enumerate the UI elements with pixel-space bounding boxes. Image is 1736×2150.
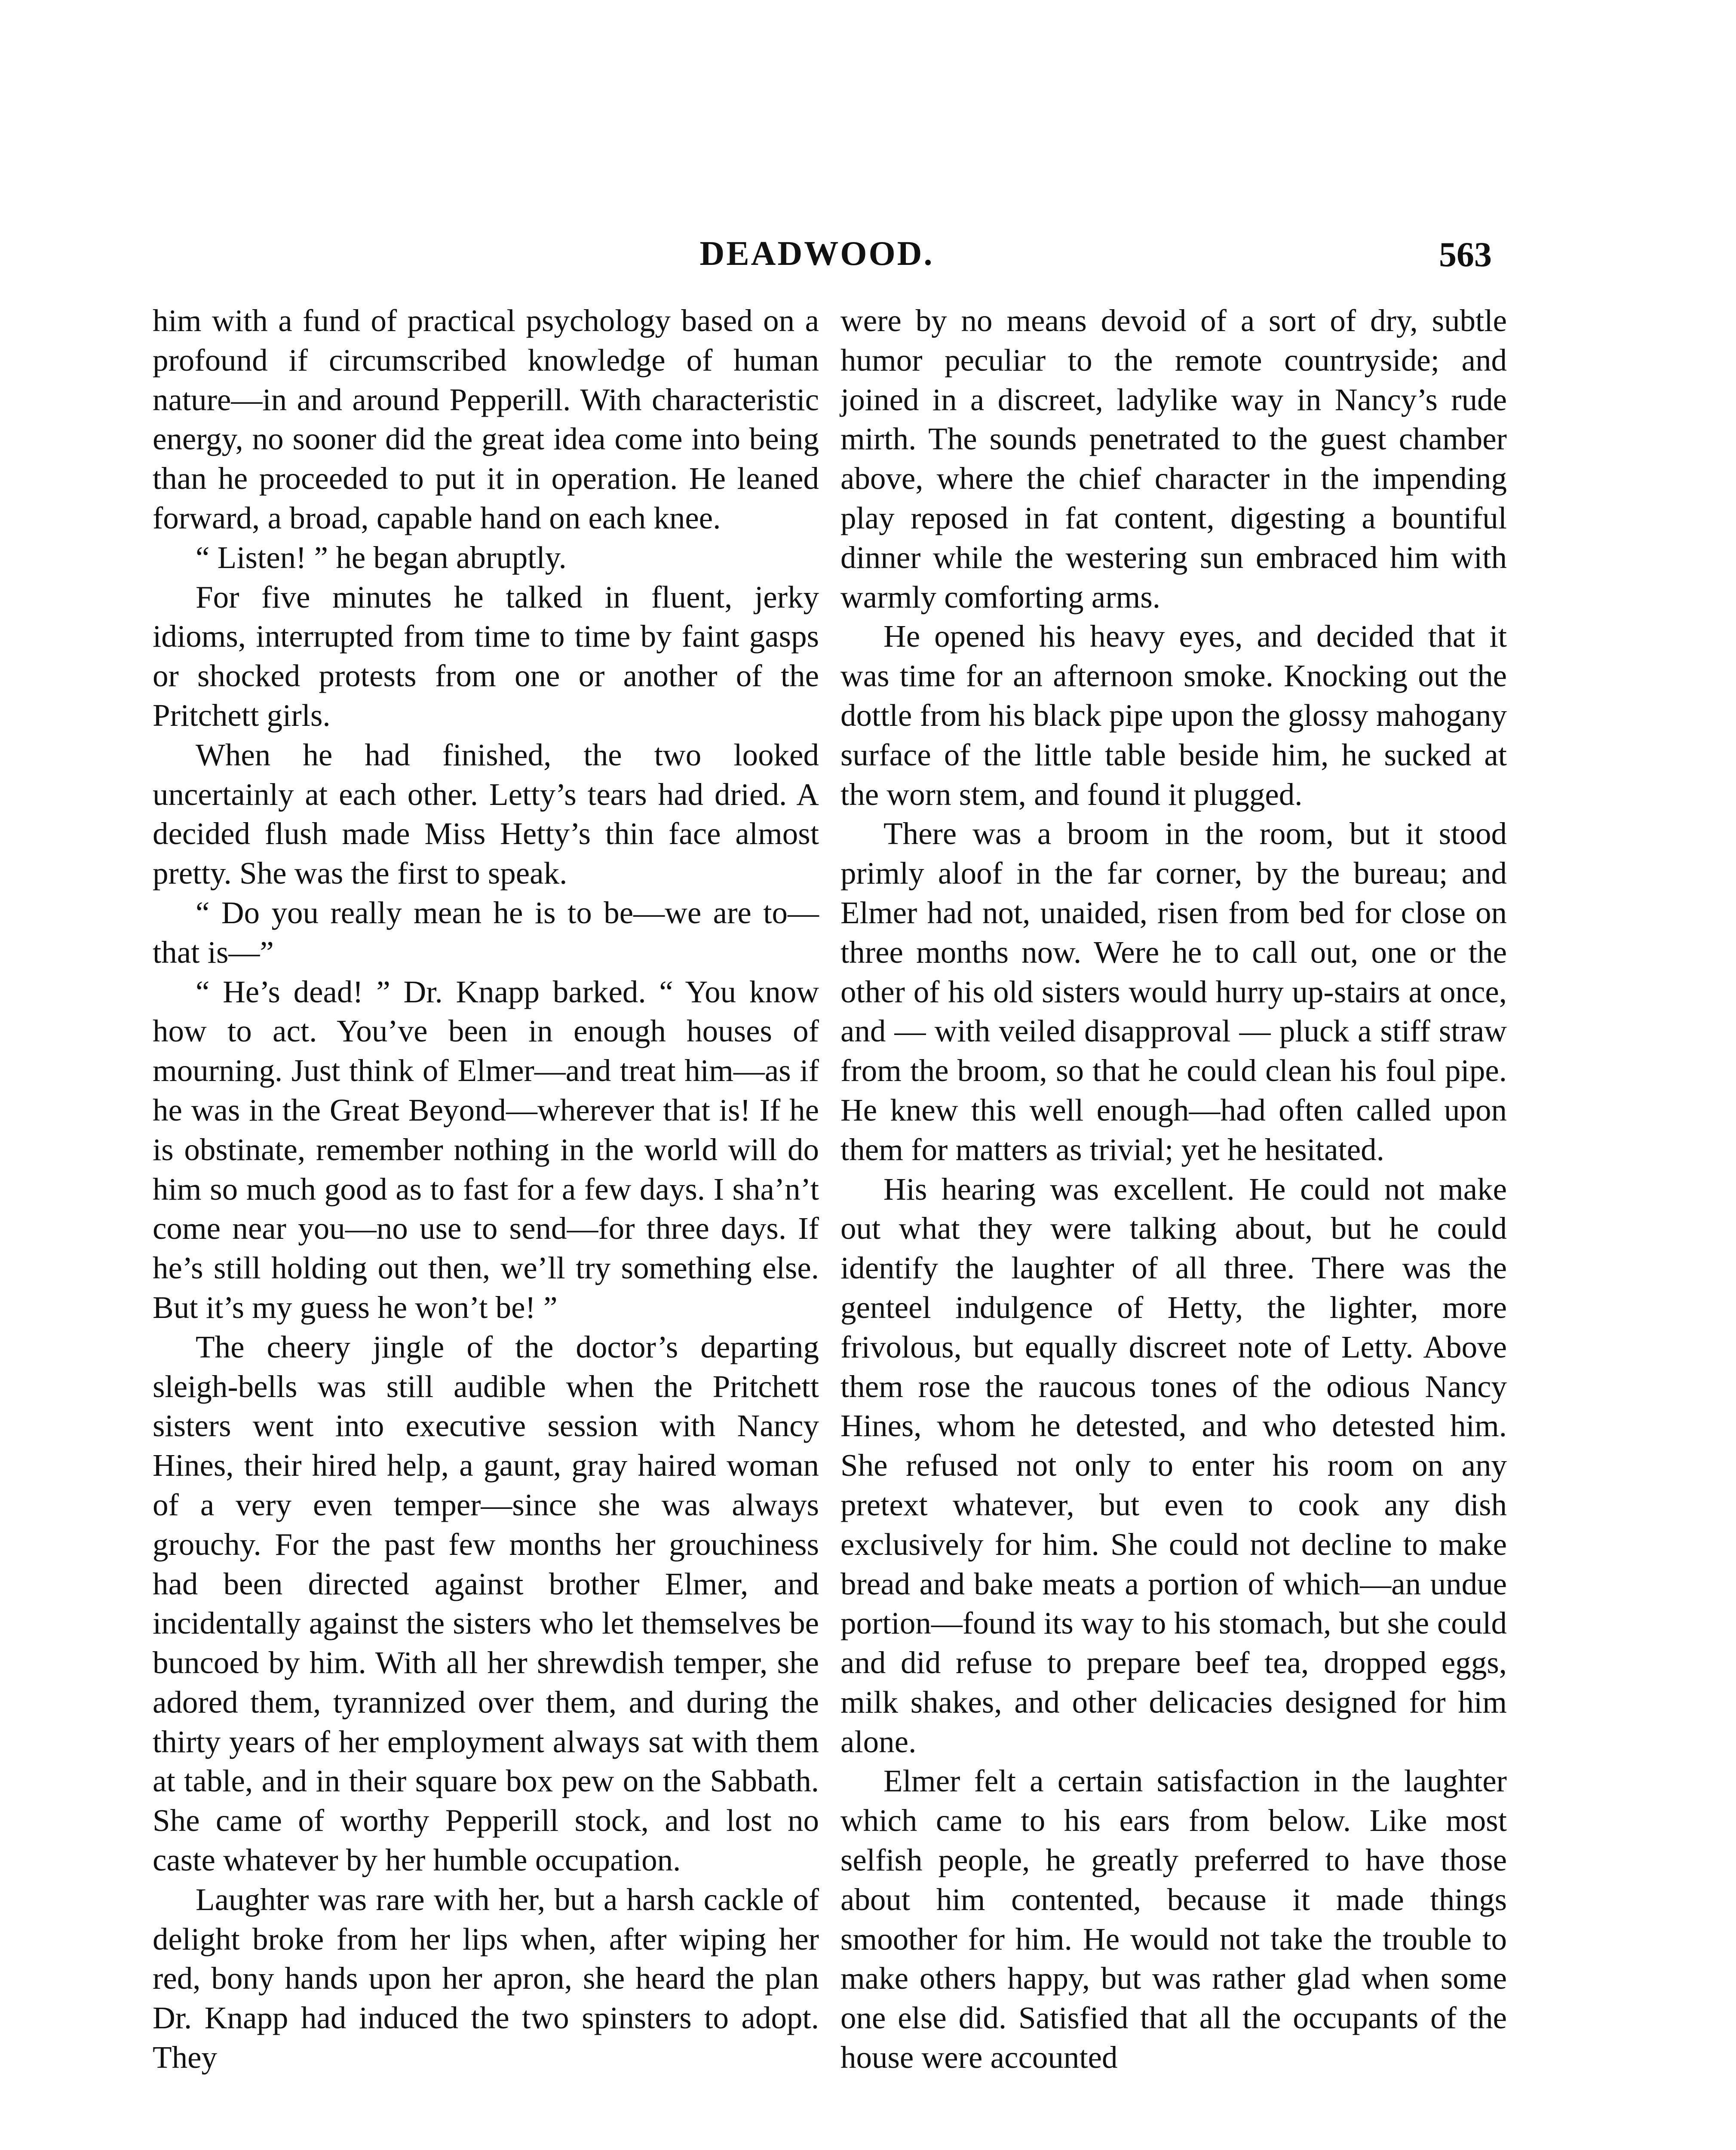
paragraph: “ He’s dead! ” Dr. Knapp barked. “ You know how to act. You’ve been in enough houses of mourning. Just think of Elmer—and treat him—as if he was in the Great Beyond—wherever that is! If he is obstinate, remember nothing in the world will do him so much good as to fast for a few days. I sha’n’t come near you—no use to send—for three days. If he’s still holding out then, we’ll try something else. But it’s my guess he won’t be! ” bbox=[153, 974, 819, 1325]
page-number: 563 bbox=[1439, 235, 1492, 274]
paragraph: him with a fund of practical psychology based on a profound if circumscribed knowledge of human nature—in and around Pepperill. With characteristic energy, no sooner did the great idea come into being than he proceeded to put it in operation. He leaned forward, a broad, capable hand on each knee. bbox=[153, 303, 819, 535]
paragraph: There was a broom in the room, but it stood primly aloof in the far corner, by the bureau; and Elmer had not, unaided, risen from bed for close on three months now. Were he to call out, one or the other of his old sisters would hurry up-stairs at once, and — with veiled disapproval — pluck a stiff straw from the broom, so that he could clean his foul pipe. He knew this well enough—had often called upon them for matters as trivial; yet he hesitated. bbox=[840, 816, 1507, 1167]
paragraph: For five minutes he talked in fluent, jerky idioms, interrupted from time to time by faint gasps or shocked protests from one or another of the Pritchett girls. bbox=[153, 579, 819, 733]
paragraph: “ Listen! ” he began abruptly. bbox=[196, 540, 567, 575]
paragraph: He opened his heavy eyes, and decided that it was time for an afternoon smoke. Knocking out the dottle from his black pipe upon the glossy mahogany surface of the little table beside him, he sucked at the worn stem, and found it plugged. bbox=[840, 619, 1507, 812]
paragraph: Elmer felt a certain satisfaction in the laughter which came to his ears from below. Like most selfish people, he greatly preferred to have those about him contented, because it made things smoother for him. He would not take the trouble to make others happy, but was rather glad when some one else did. Satisfied that all the occupants of the house were accounted bbox=[840, 1763, 1507, 2075]
paragraph: The cheery jingle of the doctor’s departing sleigh-bells was still audible when the Pritchett sisters went into executive session with Nancy Hines, their hired help, a gaunt, gray haired woman of a very even temper—since she was always grouchy. For the past few months her grouchiness had been directed against brother Elmer, and incidentally against the sisters who let themselves be buncoed by him. With all her shrewdish temper, she adored them, tyrannized over them, and during the thirty years of her employment always sat with them at table, and in their square box pew on the Sabbath. She came of worthy Pepperill stock, and lost no caste whatever by her humble occupation. bbox=[153, 1329, 819, 1878]
paragraph: His hearing was excellent. He could not make out what they were talking about, but he could identify the laughter of all three. There was the genteel indulgence of Hetty, the lighter, more frivolous, but equally discreet note of Letty. Above them rose the raucous tones of the odious Nancy Hines, whom he detested, and who detested him. She refused not only to enter his room on any pretext whatever, but even to cook any dish exclusively for him. She could not decline to make bread and bake meats a portion of which—an undue portion—found its way to his stomach, but she could and did refuse to prepare beef tea, dropped eggs, milk shakes, and other delicacies designed for him alone. bbox=[840, 1171, 1507, 1759]
page-header bbox=[142, 234, 1492, 290]
left-column bbox=[153, 301, 819, 2077]
paragraph: “ Do you really mean he is to be—we are to—that is—” bbox=[153, 895, 819, 970]
paragraph: were by no means devoid of a sort of dry, subtle humor peculiar to the remote countryside; and joined in a discreet, ladylike way in Nancy’s rude mirth. The sounds penetrated to the guest chamber above, where the chief character in the impending play reposed in fat content, digesting a bountiful dinner while the westering sun embraced him with warmly comforting arms. bbox=[840, 303, 1507, 614]
paragraph: When he had finished, the two looked uncertainly at each other. Letty’s tears had dried. A decided flush made Miss Hetty’s thin face almost pretty. She was the first to speak. bbox=[153, 737, 819, 891]
right-column bbox=[840, 301, 1507, 2077]
paragraph: Laughter was rare with her, but a harsh cackle of delight broke from her lips when, after wiping her red, bony hands upon her apron, she heard the plan Dr. Knapp had induced the two spinsters to adopt. They bbox=[153, 1882, 819, 2075]
running-title: DEADWOOD. bbox=[699, 235, 934, 273]
